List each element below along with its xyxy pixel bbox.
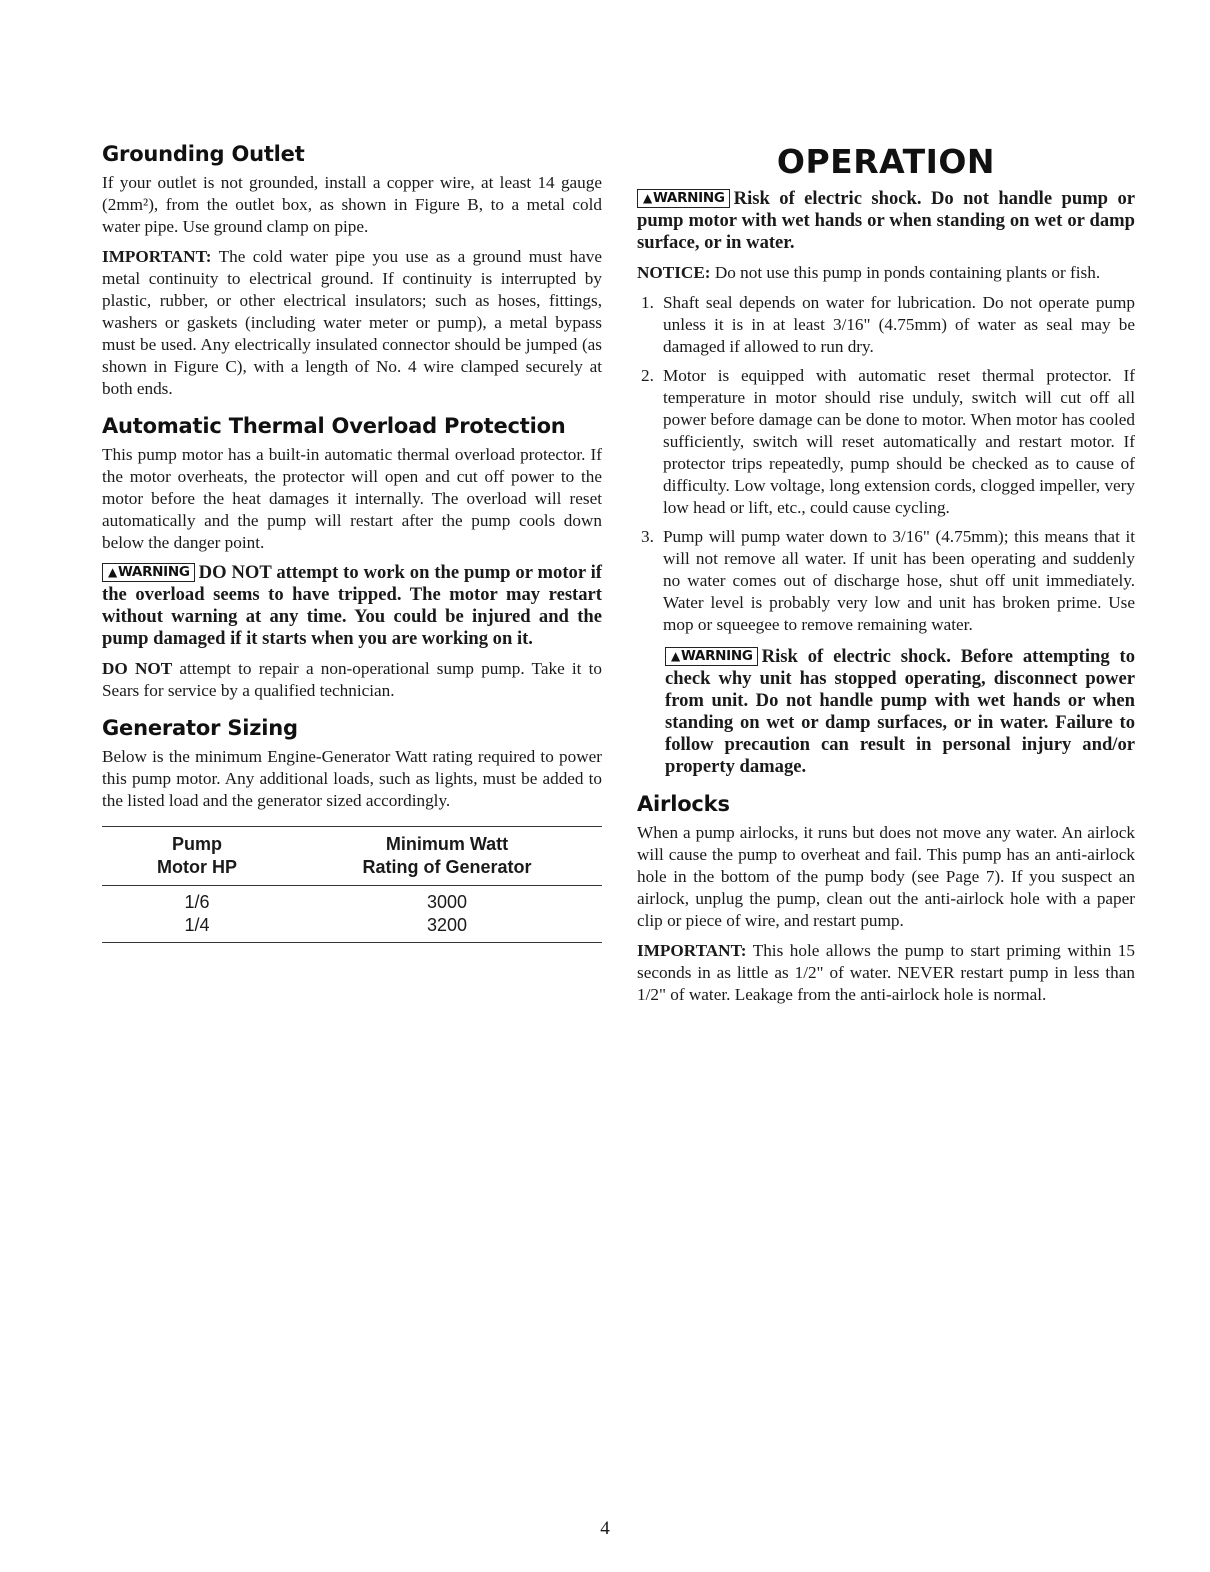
left-column bbox=[102, 142, 602, 943]
list-item: 3. Pump will pump water down to 3/16" (4.75mm); this means that it will not remove all water. If unit has been operating and suddenly no water comes out of discharge hose, shut off unit immediately. Water level is probably very low and unit has broken prime. Use mop or squeegee to remove remaining water. bbox=[641, 527, 1135, 634]
table-row bbox=[102, 886, 602, 915]
shock-warning bbox=[665, 646, 1135, 778]
generator-sizing-table bbox=[102, 826, 602, 943]
do-not-label: DO NOT bbox=[102, 659, 173, 678]
notice-paragraph bbox=[637, 262, 1135, 284]
important-label: IMPORTANT: bbox=[102, 247, 212, 266]
generator-paragraph: Below is the minimum Engine-Generator Watt rating required to power this pump motor. Any additional loads, such as lights, must be added to the listed load and the generator sized accordingly. bbox=[102, 747, 602, 810]
thermal-warning bbox=[102, 562, 602, 650]
grounding-outlet-heading: Grounding Outlet bbox=[102, 142, 305, 166]
hp-cell: 1/6 bbox=[184, 892, 210, 912]
notice-text: Do not use this pump in ponds containing plants or fish. bbox=[710, 263, 1101, 282]
airlocks-important-text: This hole allows the pump to start priming within 15 seconds in as little as 1/2" of water. NEVER restart pump in less than 1/2" of water. Leakage from the anti-airlock hole is normal. bbox=[637, 941, 1135, 1004]
shock-warning-text: Risk of electric shock. Before attempting to check why unit has stopped operating, disconnect power from unit. Do not handle pump with wet hands or when standing on wet or damp surfaces, or in water. Failure to follow precaution can result in personal injury and/or property damage. bbox=[665, 646, 1135, 777]
grounding-paragraph: If your outlet is not grounded, install a copper wire, at least 14 gauge (2mm²), from the outlet box, as shown in Figure B, to a metal cold water pipe. Use ground clamp on pipe. bbox=[102, 173, 602, 236]
thermal-overload-heading: Automatic Thermal Overload Protection bbox=[102, 414, 566, 438]
list-item: 2. Motor is equipped with automatic reset thermal protector. If temperature in motor should rise unduly, switch will cut off all power before damage can be done to motor. When motor has cooled sufficiently, switch will reset automatically and restart motor. If protector trips repeatedly, pump should be checked as to cause of difficulty. Low voltage, long extension cords, clogged impeller, very low head or lift, etc., could cause cycling. bbox=[641, 366, 1135, 517]
table-header-row bbox=[102, 827, 602, 886]
operation-warning-text: Risk of electric shock. Do not handle pump or pump motor with wet hands or when standing on wet or damp surface, or in water. bbox=[637, 188, 1135, 253]
warning-badge: ▲WARNING bbox=[102, 563, 195, 582]
repair-text: attempt to repair a non-operational sump pump. Take it to Sears for service by a qualified technician. bbox=[102, 659, 602, 700]
important-label: IMPORTANT: bbox=[637, 941, 747, 960]
column-header-watt: Minimum Watt Rating of Generator bbox=[362, 834, 532, 877]
operation-warning bbox=[637, 188, 1135, 254]
thermal-warning-text: DO NOT attempt to work on the pump or motor if the overload seems to have tripped. The motor may restart without warning at any time. You could be injured and the pump damaged if it starts when you are working on it. bbox=[102, 562, 602, 649]
hp-cell: 1/4 bbox=[184, 915, 210, 935]
notice-label: NOTICE: bbox=[637, 263, 711, 282]
generator-sizing-heading: Generator Sizing bbox=[102, 716, 298, 740]
airlocks-paragraph: When a pump airlocks, it runs but does not move any water. An airlock will cause the pump to overheat and fail. This pump has an anti-airlock hole in the bottom of the pump body (see Page 7). If you suspect an airlock, unplug the pump, clean out the anti-airlock hole with a paper clip or piece of wire, and restart pump. bbox=[637, 823, 1135, 930]
warning-badge: ▲WARNING bbox=[637, 189, 730, 208]
page-number: 4 bbox=[600, 1518, 610, 1539]
important-text: The cold water pipe you use as a ground must have metal continuity to electrical ground. If continuity is interrupted by plastic, rubber, or other electrical insulators; such as hoses, fittings, washers or gaskets (including water meter or pump), a metal bypass must be used. Any electrically insulated connector should be jumped (as shown in Figure C), with a length of No. 4 wire clamped securely at both ends. bbox=[102, 247, 602, 398]
operation-title: OPERATION bbox=[776, 142, 996, 181]
watts-cell: 3000 bbox=[426, 892, 468, 912]
repair-paragraph bbox=[102, 658, 602, 702]
table-row bbox=[102, 914, 602, 943]
airlocks-important-paragraph bbox=[637, 940, 1135, 1006]
airlocks-heading: Airlocks bbox=[637, 792, 730, 816]
warning-badge: ▲WARNING bbox=[665, 647, 758, 666]
column-header-pump: Pump Motor HP bbox=[157, 834, 237, 877]
shock-warning-block bbox=[637, 646, 1135, 778]
list-item: 1. Shaft seal depends on water for lubrication. Do not operate pump unless it is in at least 3/16" (4.75mm) of water as seal may be damaged if allowed to run dry. bbox=[641, 293, 1135, 356]
thermal-paragraph: This pump motor has a built-in automatic thermal overload protector. If the motor overheats, the protector will open and cut off power to the motor before the heat damages it internally. The overload will reset automatically and the pump will restart after the pump cools down below the danger point. bbox=[102, 445, 602, 552]
grounding-important-paragraph bbox=[102, 246, 602, 400]
warning-triangle-icon: ▲ bbox=[643, 191, 652, 205]
warning-triangle-icon: ▲ bbox=[108, 565, 117, 579]
warning-triangle-icon: ▲ bbox=[671, 649, 680, 663]
watts-cell: 3200 bbox=[426, 915, 468, 935]
right-column bbox=[637, 142, 1135, 1014]
operation-list bbox=[637, 292, 1135, 636]
